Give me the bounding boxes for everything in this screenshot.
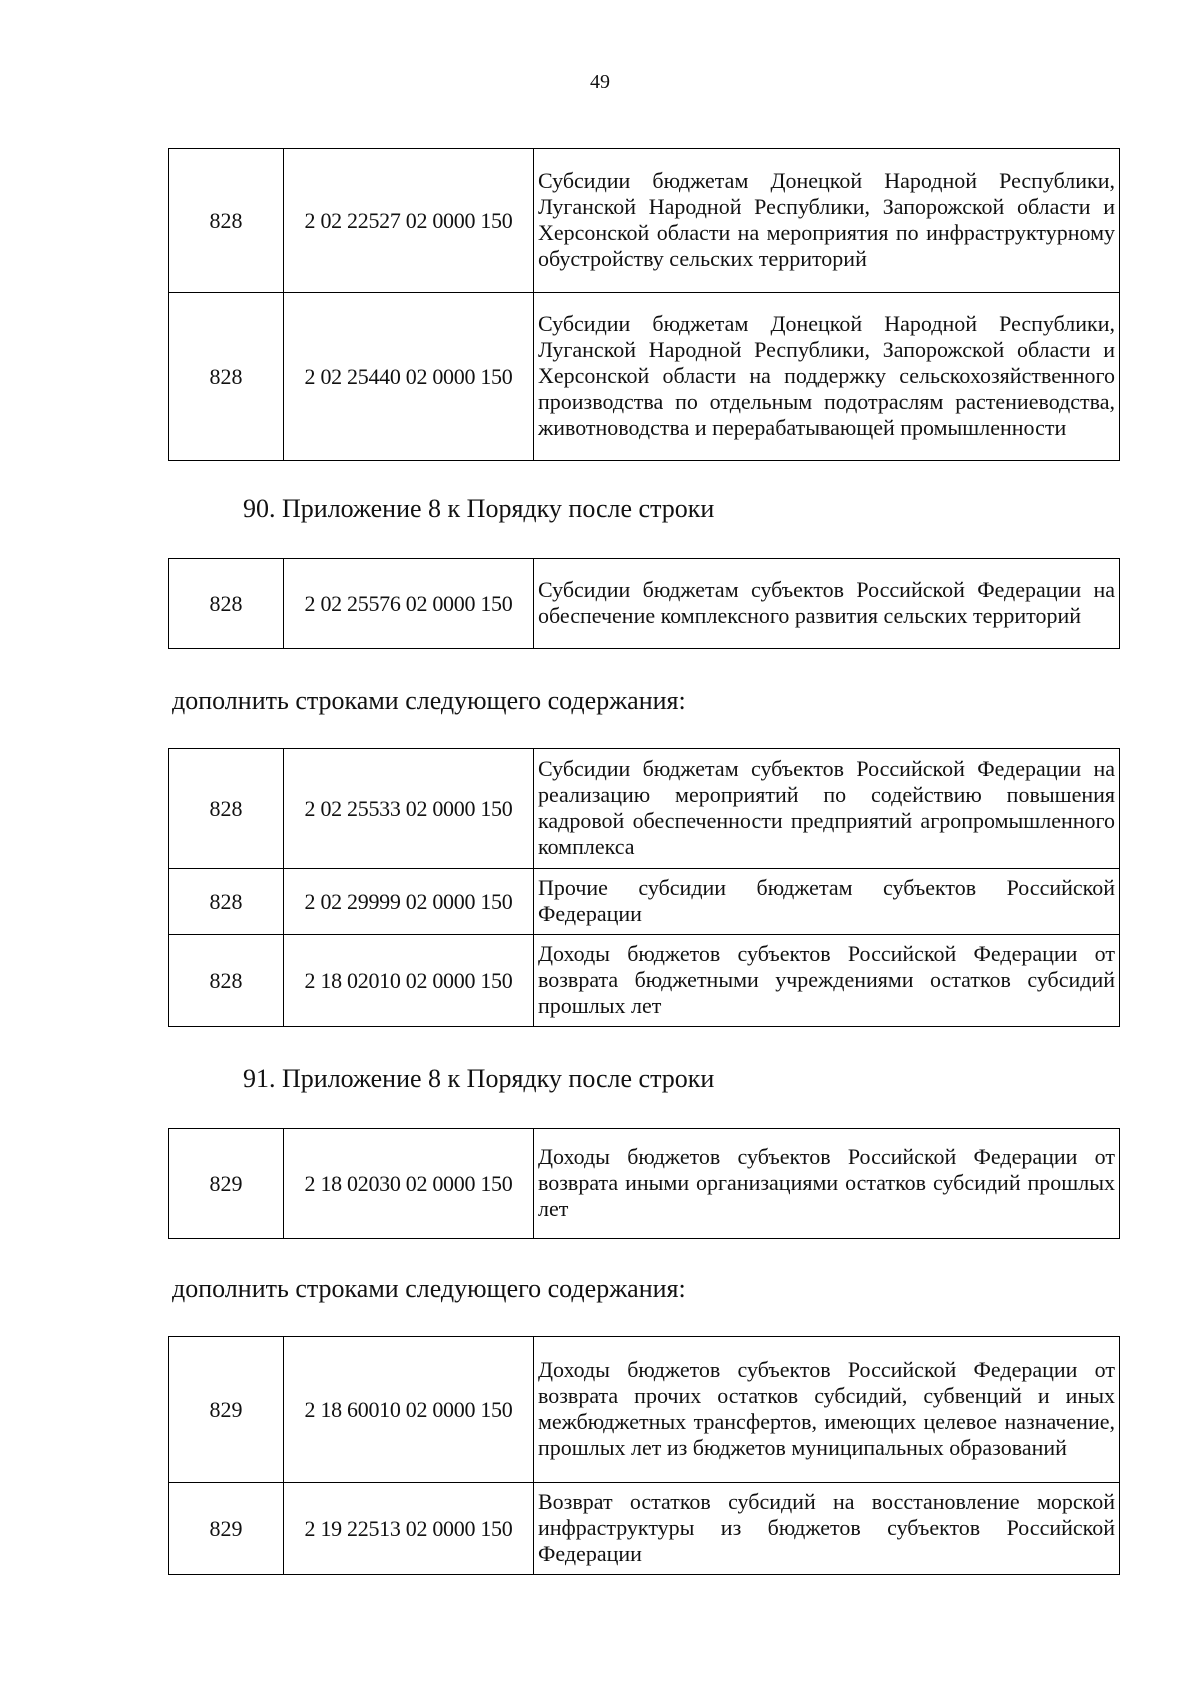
admin-code-cell: 829 xyxy=(169,1129,284,1239)
table-top-continuation xyxy=(168,148,1120,461)
budget-code-cell: 2 19 22513 02 0000 150 xyxy=(284,1483,534,1575)
description-cell: Возврат остатков субсидий на восстановление морской инфраструктуры из бюджетов субъектов Российской Федерации xyxy=(534,1483,1120,1575)
description-cell: Субсидии бюджетам Донецкой Народной Республики, Луганской Народной Республики, Запорожской области и Херсонской области на мероприятия по инфраструктурному обустройству сельских территорий xyxy=(534,149,1120,293)
admin-code-cell: 828 xyxy=(169,559,284,649)
table-row xyxy=(169,1483,1120,1575)
budget-code-cell: 2 18 60010 02 0000 150 xyxy=(284,1337,534,1483)
table-row xyxy=(169,1129,1120,1239)
page-number: 49 xyxy=(590,71,610,93)
description-cell: Прочие субсидии бюджетам субъектов Российской Федерации xyxy=(534,869,1120,935)
section-90-heading: 90. Приложение 8 к Порядку после строки xyxy=(243,494,715,523)
table-section-91-after-row xyxy=(168,1128,1120,1239)
admin-code-cell: 828 xyxy=(169,149,284,293)
budget-code-cell: 2 02 25440 02 0000 150 xyxy=(284,293,534,461)
table-row xyxy=(169,293,1120,461)
section-90-add-text: дополнить строками следующего содержания: xyxy=(172,686,686,715)
table-row xyxy=(169,149,1120,293)
table-row xyxy=(169,1337,1120,1483)
admin-code-cell: 828 xyxy=(169,869,284,935)
budget-code-cell: 2 18 02010 02 0000 150 xyxy=(284,935,534,1027)
description-cell: Субсидии бюджетам субъектов Российской Федерации на реализацию мероприятий по содействию повышения кадровой обеспеченности предприятий агропромышленного комплекса xyxy=(534,749,1120,869)
admin-code-cell: 829 xyxy=(169,1483,284,1575)
budget-code-cell: 2 02 22527 02 0000 150 xyxy=(284,149,534,293)
budget-code-cell: 2 02 25533 02 0000 150 xyxy=(284,749,534,869)
description-cell: Доходы бюджетов субъектов Российской Федерации от возврата иными организациями остатков субсидий прошлых лет xyxy=(534,1129,1120,1239)
table-row xyxy=(169,869,1120,935)
admin-code-cell: 828 xyxy=(169,935,284,1027)
table-section-91-new-rows xyxy=(168,1336,1120,1575)
table-row xyxy=(169,935,1120,1027)
admin-code-cell: 829 xyxy=(169,1337,284,1483)
budget-code-cell: 2 02 29999 02 0000 150 xyxy=(284,869,534,935)
table-row xyxy=(169,749,1120,869)
section-91-heading: 91. Приложение 8 к Порядку после строки xyxy=(243,1064,715,1093)
budget-code-cell: 2 02 25576 02 0000 150 xyxy=(284,559,534,649)
table-row xyxy=(169,559,1120,649)
description-cell: Субсидии бюджетам субъектов Российской Федерации на обеспечение комплексного развития сельских территорий xyxy=(534,559,1120,649)
budget-code-cell: 2 18 02030 02 0000 150 xyxy=(284,1129,534,1239)
description-cell: Субсидии бюджетам Донецкой Народной Республики, Луганской Народной Республики, Запорожской области и Херсонской области на поддержку сельскохозяйственного производства по отдельным подотраслям растениеводства, животноводства и перерабатывающей промышленности xyxy=(534,293,1120,461)
description-cell: Доходы бюджетов субъектов Российской Федерации от возврата бюджетными учреждениями остатков субсидий прошлых лет xyxy=(534,935,1120,1027)
admin-code-cell: 828 xyxy=(169,749,284,869)
description-cell: Доходы бюджетов субъектов Российской Федерации от возврата прочих остатков субсидий, субвенций и иных межбюджетных трансфертов, имеющих целевое назначение, прошлых лет из бюджетов муниципальных образований xyxy=(534,1337,1120,1483)
section-91-add-text: дополнить строками следующего содержания: xyxy=(172,1274,686,1303)
admin-code-cell: 828 xyxy=(169,293,284,461)
table-section-90-new-rows xyxy=(168,748,1120,1027)
table-section-90-after-row xyxy=(168,558,1120,649)
